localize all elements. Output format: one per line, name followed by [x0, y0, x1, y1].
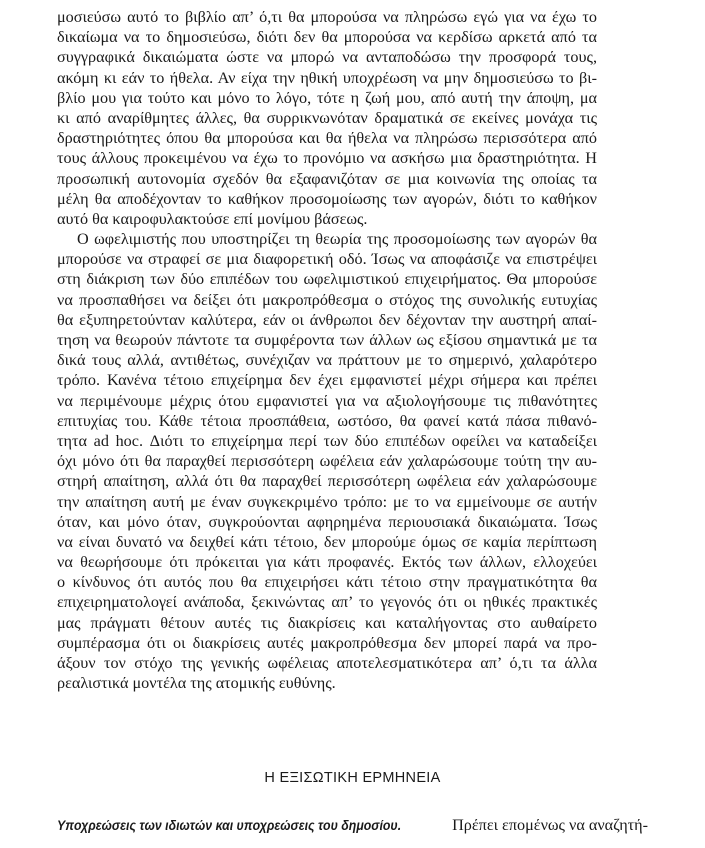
text-line: να προσπαθήσει να δείξει ότι μακροπρόθεσμα ο στόχος της συνολικής ευτυχίας: [57, 290, 597, 309]
text-line: ακόμη κι εάν το ήθελα. Αν είχα την ηθική υποχρέωση να μην δημοσιεύσω το βι-: [57, 68, 597, 87]
text-line: τηση να θεωρούν πάντοτε τα συμφέροντα των άλλων ως εξίσου σημαντικά με τα: [57, 331, 597, 349]
text-line: μας πράγματι θέτουν αυτές τις διακρίσεις και καταλήγοντας στο αυθαίρετο: [57, 613, 597, 632]
section-first-line: [57, 814, 649, 836]
text-line: αυτό θα καιροφυλακτούσε επί μονίμου βάσεως.: [57, 209, 368, 228]
text-line: προσωπική αυτονομία σχεδόν θα εξαφανιζόταν σε μια κοινωνία της οποίας τα: [57, 169, 597, 188]
text-line: να είναι δυνατό να δειχθεί κάτι τέτοιο, δεν μπορούμε όμως σε καμία περίπτωση: [57, 532, 597, 551]
text-line: την απαίτηση αυτή με έναν συγκεκριμένο τρόπο: με το να εμμείνουμε σε αυτήν: [57, 492, 597, 511]
text-line: επιτυχίας του. Κάθε τέτοια προσπάθεια, ωστόσο, θα φανεί κατά πάσα πιθανό-: [57, 411, 597, 430]
text-line: ο κίνδυνος ότι αυτός που θα επιχειρήσει κάτι τέτοιο στην πραγματικότητα θα: [57, 573, 597, 592]
text-line: όχι μόνο ότι θα παραχθεί περισσότερη ωφέλεια εάν χαλαρώσουμε τούτη την αυ-: [57, 452, 597, 471]
text-line: όταν, και μόνο όταν, συγκρούονται αφηρημένα περιουσιακά δικαιώματα. Ίσως: [57, 512, 597, 531]
text-line: τητα ad hoc. Διότι το επιχείρημα περί των δύο επιπέδων οφείλει να καταδείξει: [57, 431, 597, 450]
text-line: στη διάκριση των δύο επιπέδων του ωφελιμιστικού επιχειρήματος. Θα μπορούσε: [57, 270, 597, 289]
text-line: τρόπο. Κανένα τέτοιο επιχείρημα δεν έχει εμφανιστεί μέχρι σήμερα και πρέπει: [57, 371, 597, 390]
text-line: να θεωρήσουμε ότι πρόκειται για κάτι προφανές. Εκτός των άλλων, ελλοχεύει: [57, 553, 597, 572]
text-line: μπορούσε να στραφεί σε μια διαφορετική οδό. Ίσως να αποφάσιζε να επιστρέψει: [57, 250, 597, 269]
text-line: δικαίωμα να το δημοσιεύσω, διότι δεν θα μπορούσα να κερδίσω αρκετά από τα: [57, 28, 597, 47]
text-line: μέλη θα αποδέχονταν το καθήκον προσομοίωσης των αγορών, διότι το καθήκον: [57, 189, 597, 208]
text-line: θα εξυπηρετούνταν καλύτερα, εάν οι άνθρωποι δεν δέχονταν την αυστηρή απαί-: [57, 310, 597, 329]
body-text: [57, 7, 597, 693]
text-line: συγγραφικά δικαιώματα ώστε να μπορώ να ανταποδώσω την προσφορά τους,: [57, 48, 597, 67]
section-lead-text: Πρέπει επομένως να αναζητή-: [452, 816, 649, 834]
text-line: τους άλλους προκειμένου να έχω το προνόμιο να ασκήσω μια δραστηριότητα. Η: [57, 149, 597, 168]
text-line: στηρή απαίτηση, αλλά ότι θα παραχθεί περισσότερη ωφέλεια εάν χαλαρώσουμε: [57, 472, 597, 491]
text-line: να περιμένουμε μέχρις ότου εμφανιστεί για να αξιολογήσουμε τις πιθανότητες: [57, 391, 597, 410]
text-line: άξουν τον στόχο της γενικής ωφέλειας αποτελεσματικότερα απ’ ό,τι τα άλλα: [57, 654, 597, 672]
text-line: συμπέρασμα ότι οι διακρίσεις αυτές μακροπρόθεσμα δεν μπορεί παρά να προ-: [57, 633, 597, 652]
text-line: Ο ωφελιμιστής που υποστηρίζει τη θεωρία της προσομοίωσης των αγορών θα: [77, 230, 597, 249]
text-line: μοσιεύσω αυτό το βιβλίο απ’ ό,τι θα μπορούσα να πληρώσω εγώ για να έχω το: [57, 8, 597, 26]
text-line: δραστηριότητες όπου θα μπορούσα και θα ήθελα να πληρώσω περισσότερα από: [57, 129, 597, 148]
text-line: δικά τους αλλά, αντιθέτως, συνέχιζαν να πράττουν με το σημερινό, χαλαρότερο: [57, 351, 597, 370]
text-line: ρεαλιστικά μοντέλα της ατομικής ευθύνης.: [57, 674, 336, 693]
section-heading: Η ΕΞΙΣΩΤΙΚΗ ΕΡΜΗΝΕΙΑ: [264, 770, 441, 786]
section-lead-in: Υποχρεώσεις των ιδιωτών και υποχρεώσεις του δημοσίου.: [57, 817, 402, 833]
text-line: βλίο μου για τούτο και μόνο το λόγο, τότε η ζωή μου, από αυτή την άποψη, μα: [57, 88, 597, 107]
text-line: επιχειρηματολογεί ανάποδα, ξεκινώντας απ’ το γεγονός ότι οι ηθικές πρακτικές: [57, 593, 597, 612]
text-line: κι από αναρίθμητες άλλες, θα συρρικνωνόταν δραματικά σε εκείνες μονάχα τις: [57, 108, 597, 127]
